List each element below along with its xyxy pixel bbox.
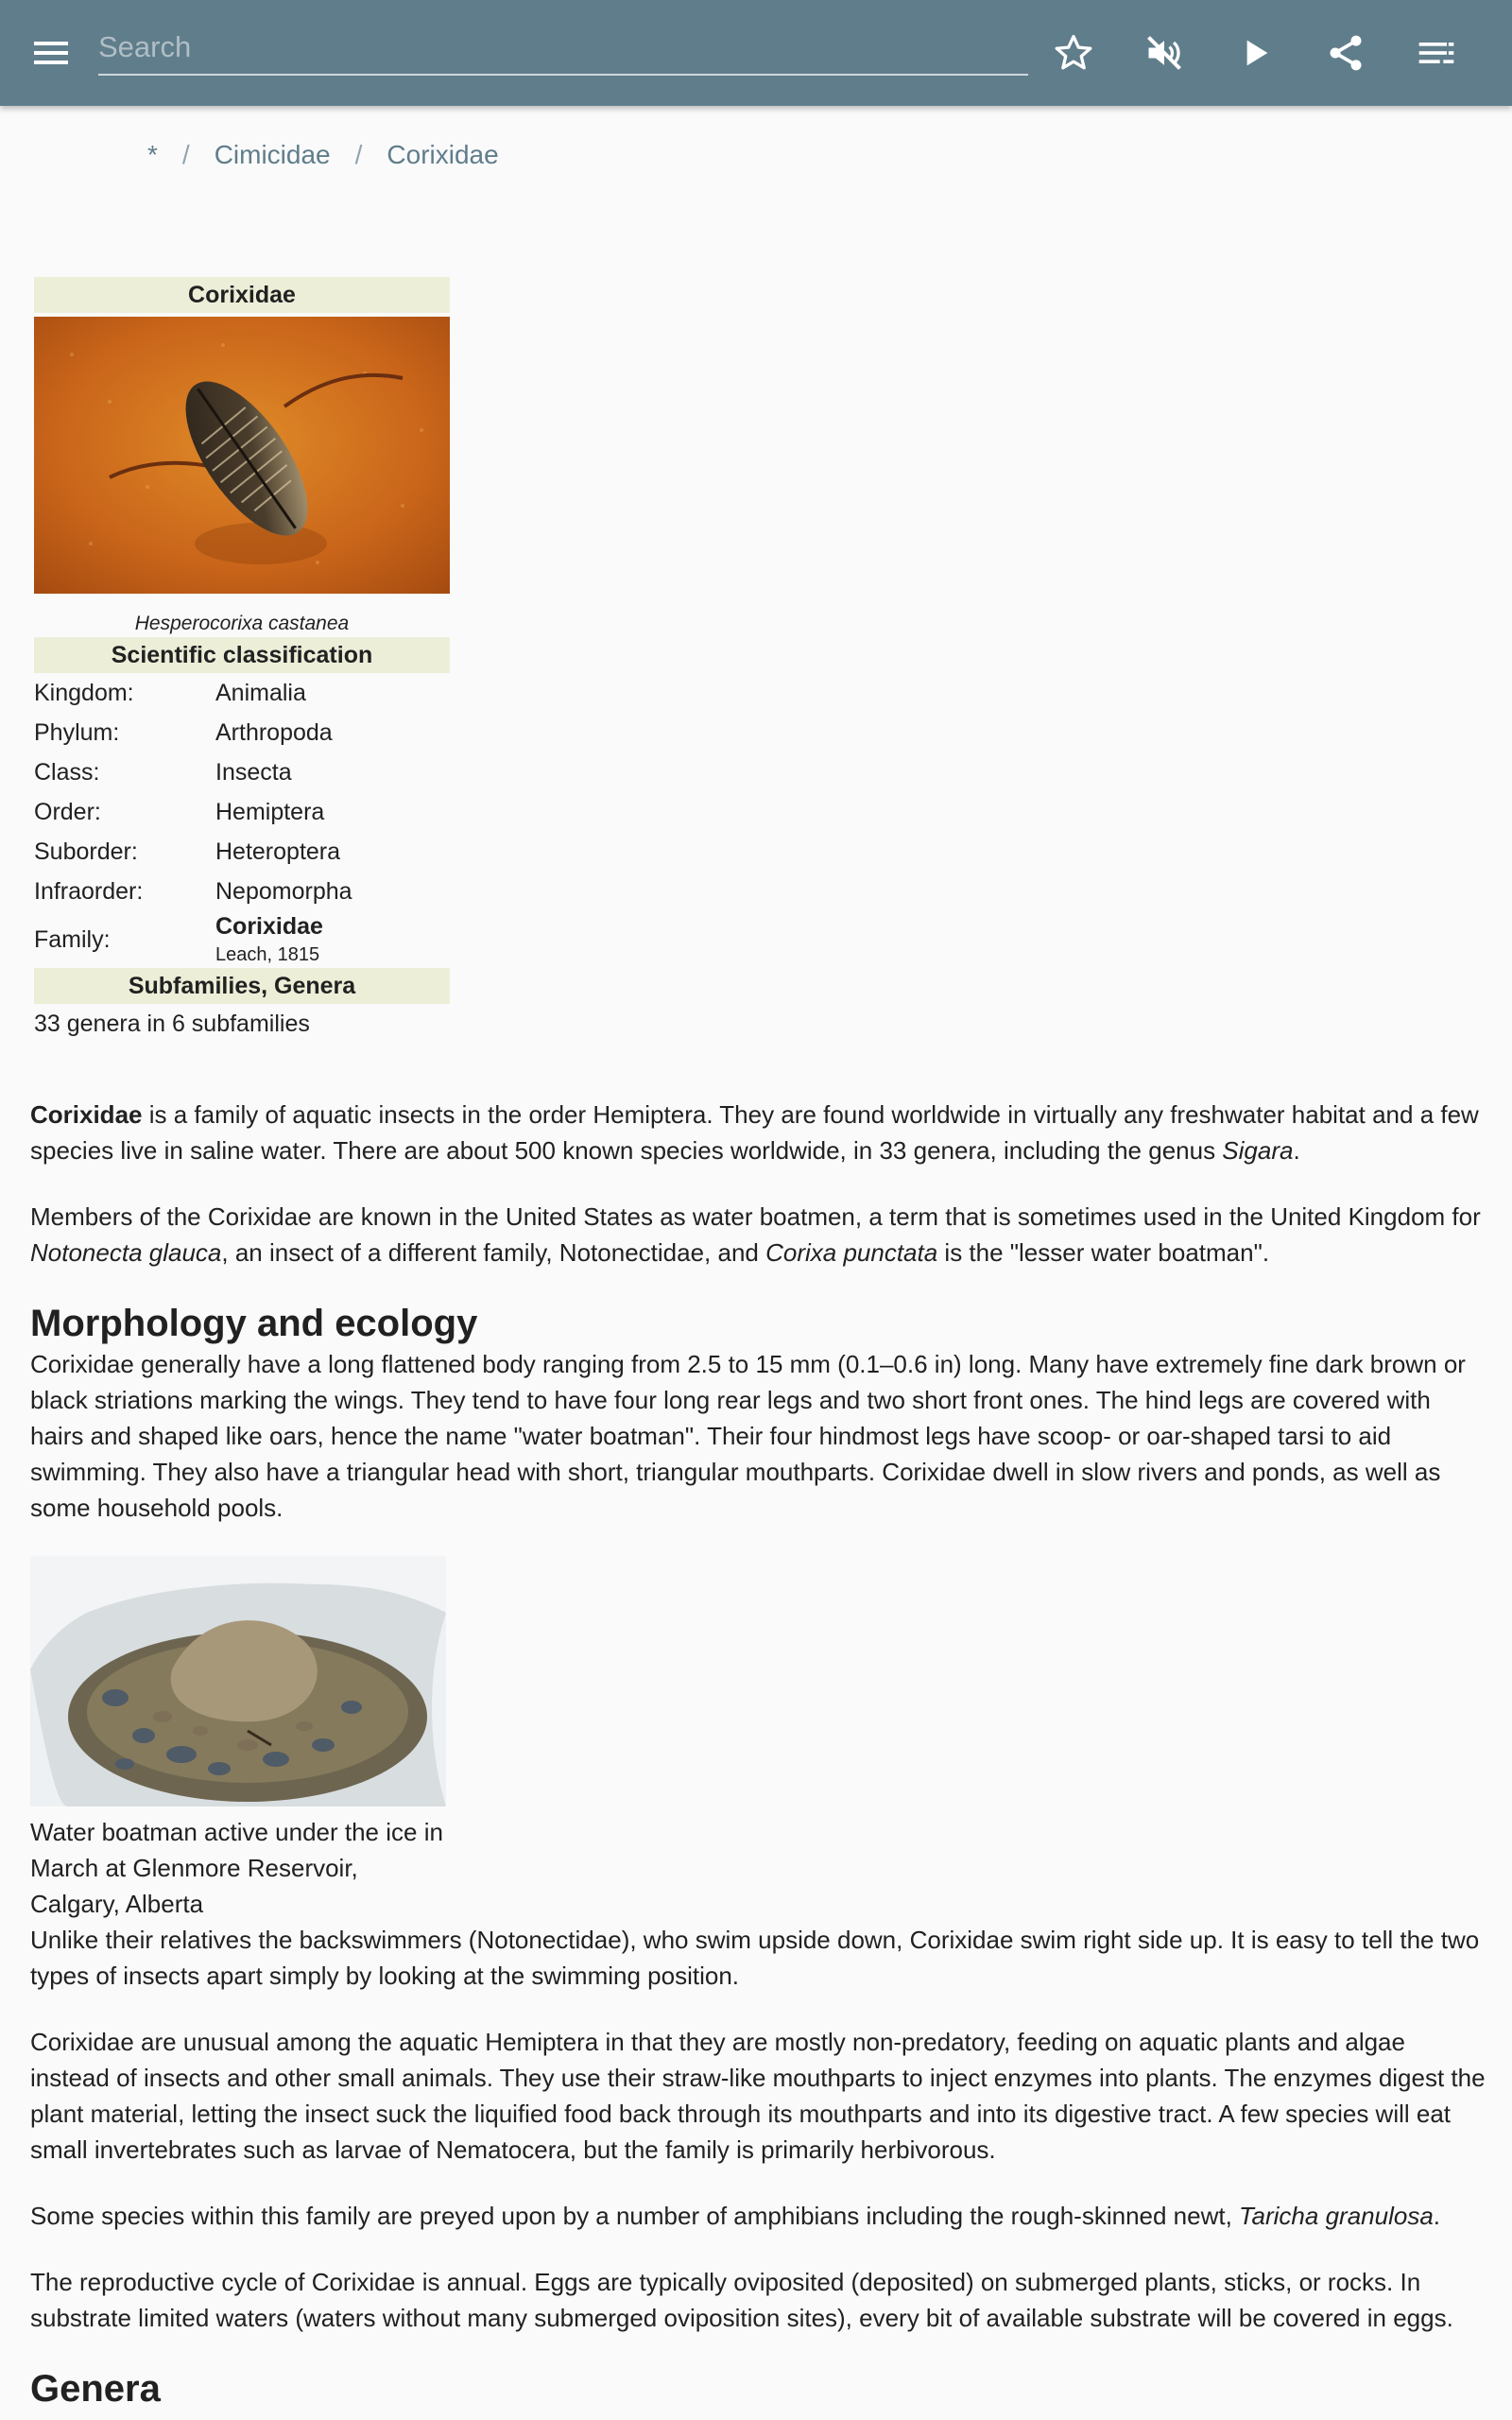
app-bar — [0, 0, 1512, 106]
share-icon[interactable] — [1321, 28, 1370, 78]
breadcrumb-cimicidae[interactable]: Cimicidae — [214, 140, 331, 169]
text-span: is the "lesser water boatman". — [937, 1238, 1270, 1267]
image-caption: Hesperocorixa castanea — [134, 613, 350, 634]
figure-caption: Water boatman active under the ice in March at Glenmore Reservoir, Calgary, Alberta — [30, 1818, 443, 1918]
text-span: is a family of aquatic insects in the order Hemiptera. They are found worldwide in virtually any freshwater habitat and a few species live in saline water. There are about 500 known species worldwide, in 33 genera, including the genus — [30, 1100, 1479, 1165]
classification-row-family — [34, 911, 450, 968]
intro-paragraph — [30, 1199, 1486, 1270]
mute-icon[interactable] — [1140, 28, 1189, 78]
species-link[interactable]: Corixa punctata — [765, 1238, 938, 1267]
classification-row — [34, 792, 450, 832]
breadcrumb-corixidae[interactable]: Corixidae — [387, 140, 499, 169]
water-boatman-photo[interactable] — [30, 1556, 446, 1806]
species-link[interactable]: Notonecta glauca — [30, 1238, 222, 1267]
intro-paragraph — [30, 1097, 1486, 1168]
text-span: Members of the Corixidae are known in the United States as water boatmen, a term that is sometimes used in the United Kingdom for — [30, 1202, 1481, 1231]
infobox-title: Corixidae — [34, 277, 450, 313]
text-span: , an insect of a different family, Notonectidae, and — [221, 1238, 766, 1267]
paragraph — [30, 2198, 1486, 2234]
play-icon[interactable] — [1230, 28, 1280, 78]
article-subject: Corixidae — [30, 1100, 143, 1129]
family-authority[interactable]: Leach, 1815 — [215, 944, 320, 965]
search-box — [98, 21, 1028, 76]
rank-value[interactable]: Insecta — [215, 758, 292, 786]
section-heading-morphology: Morphology and ecology — [30, 1303, 478, 1344]
paragraph: Unlike their relatives the backswimmers (Notonectidae), who swim upside down, Corixidae swim right side up. It is easy to tell the two types of insects apart simply by looking at the swimming position. — [30, 1926, 1480, 1990]
rank-label: Kingdom: — [34, 679, 134, 706]
rank-label: Suborder: — [34, 838, 138, 865]
rank-label: Class: — [34, 758, 100, 786]
star-icon[interactable] — [1049, 28, 1098, 78]
family-name: Corixidae — [215, 913, 323, 940]
breadcrumb — [147, 140, 499, 170]
breadcrumb-separator: / — [354, 140, 363, 169]
breadcrumb-separator: / — [181, 140, 190, 169]
text-span: Some species within this family are preyed upon by a number of amphibians including the rough-skinned newt, — [30, 2202, 1240, 2230]
rank-value[interactable]: Hemiptera — [215, 798, 325, 825]
classification-row — [34, 752, 450, 792]
paragraph: The reproductive cycle of Corixidae is annual. Eggs are typically oviposited (deposited) on submerged plants, sticks, or rocks. In substrate limited waters (waters without many submerged oviposition sites), every bit of available substrate will be covered in eggs. — [30, 2268, 1453, 2332]
article-body — [30, 1097, 1486, 2411]
insect-photo[interactable] — [34, 317, 450, 594]
search-input[interactable] — [98, 21, 1028, 74]
family-value — [215, 913, 323, 966]
rank-label: Family: — [34, 925, 111, 953]
rank-value[interactable]: Nepomorpha — [215, 877, 352, 905]
menu-icon[interactable] — [32, 34, 70, 72]
classification-row — [34, 832, 450, 872]
subfamilies-text: 33 genera in 6 subfamilies — [34, 1011, 310, 1037]
figure — [30, 1556, 446, 1922]
breadcrumb-root[interactable]: * — [147, 140, 158, 169]
text-span: . — [1433, 2202, 1441, 2230]
list-icon[interactable] — [1412, 28, 1461, 78]
genus-link[interactable]: Sigara — [1222, 1136, 1294, 1165]
section-heading-genera: Genera — [30, 2368, 161, 2410]
subfamilies-heading: Subfamilies, Genera — [34, 968, 450, 1004]
rank-label: Infraorder: — [34, 877, 144, 905]
rank-value[interactable]: Animalia — [215, 679, 306, 706]
taxobox — [34, 277, 450, 1044]
species-link[interactable]: Taricha granulosa — [1239, 2202, 1434, 2230]
text-span: . — [1293, 1136, 1300, 1165]
classification-heading: Scientific classification — [34, 637, 450, 673]
rank-label: Order: — [34, 798, 101, 825]
rank-label: Phylum: — [34, 718, 120, 746]
classification-row — [34, 872, 450, 911]
paragraph: Corixidae are unusual among the aquatic Hemiptera in that they are mostly non-predatory, feeding on aquatic plants and algae instead of insects and other small animals. They use their straw-like mouthparts to inject enzymes into plants. The enzymes digest the plant material, letting the insect suck the liquified food back through its mouthparts and into its digestive tract. A few species will eat small invertebrates such as larvae of Nematocera, but the family is primarily herbivorous. — [30, 2028, 1486, 2164]
classification-row — [34, 713, 450, 752]
rank-value[interactable]: Heteroptera — [215, 838, 341, 865]
paragraph: Corixidae generally have a long flattened body ranging from 2.5 to 15 mm (0.1–0.6 in) long. Many have extremely fine dark brown or black striations marking the wings. They tend to have four long rear legs and two short front ones. The hind legs are covered with hairs and shaped like oars, hence the name "water boatman". Their four hindmost legs have scoop- or oar-shaped tarsi to aid swimming. They also have a triangular head with short, triangular mouthparts. Corixidae dwell in slow rivers and ponds, as well as some household pools. — [30, 1350, 1466, 1522]
rank-value[interactable]: Arthropoda — [215, 718, 333, 746]
classification-row — [34, 673, 450, 713]
